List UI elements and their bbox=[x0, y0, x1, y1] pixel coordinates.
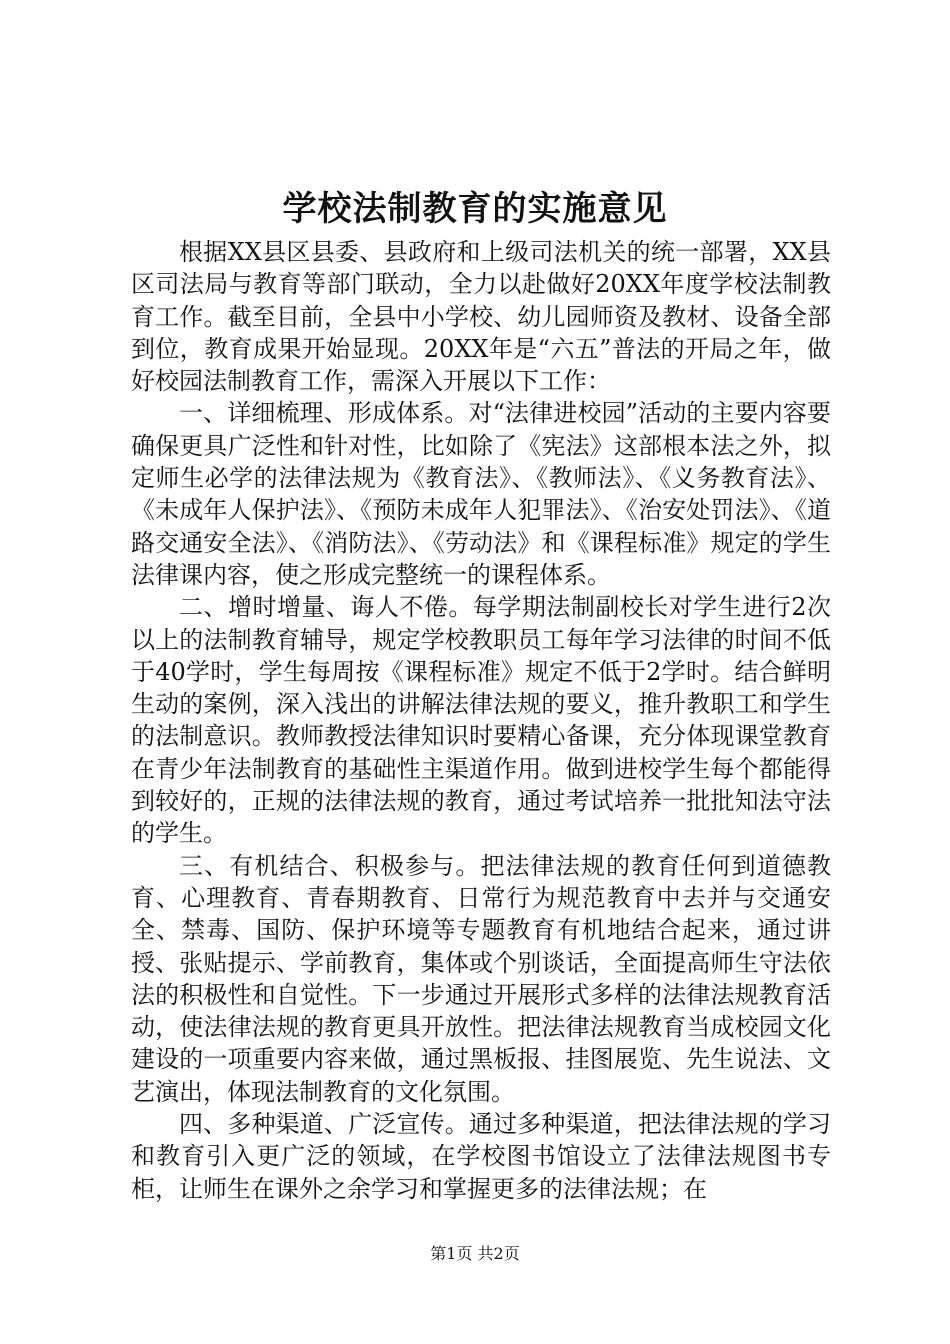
page-footer: 第1页 共2页 bbox=[430, 1244, 520, 1263]
paragraph-section-1: 一、详细梳理、形成体系。对“法律进校园”活动的主要内容要确保更具广泛性和针对性，比如除了《宪法》这部根本法之外，拟定师生必学的法律法规为《教育法》、《教师法》、《义务教育法》、《未成年人保护法》、《预防未成年人犯罪法》、《治安处罚法》、《道路交通安全法》、《消防法》、《劳动法》和《课程标准》规定的学生法律课内容，使之形成完整统一的课程体系。 bbox=[131, 399, 831, 589]
paragraph-section-2: 二、增时增量、诲人不倦。每学期法制副校长对学生进行2次以上的法制教育辅导，规定学校教职员工每年学习法律的时间不低于40学时，学生每周按《课程标准》规定不低于2学时。结合鲜明生动的案例，深入浅出的讲解法律法规的要义，推升教职工和学生的法制意识。教师教授法律知识时要精心备课，充分体现课堂教育在青少年法制教育的基础性主渠道作用。做到进校学生每个都能得到较好的，正规的法律法规的教育，通过考试培养一批批知法守法的学生。 bbox=[131, 593, 831, 848]
paragraph-section-4: 四、多种渠道、广泛宣传。通过多种渠道，把法律法规的学习和教育引入更广泛的领域，在学校图书馆设立了法律法规图书专柜，让师生在课外之余学习和掌握更多的法律法规；在 bbox=[131, 1110, 831, 1203]
document-title: 学校法制教育的实施意见 bbox=[282, 189, 668, 229]
paragraph-intro: 根据XX县区县委、县政府和上级司法机关的统一部署，XX县区司法局与教育等部门联动，全力以赴做好20XX年度学校法制教育工作。截至目前，全县中小学校、幼儿园师资及教材、设备全部到位，教育成果开始显现。20XX年是“六五”普法的开局之年，做好校园法制教育工作，需深入开展以下工作： bbox=[131, 238, 831, 396]
document-body bbox=[131, 236, 831, 1205]
paragraph-section-3: 三、有机结合、积极参与。把法律法规的教育任何到道德教育、心理教育、青春期教育、日常行为规范教育中去并与交通安全、禁毒、国防、保护环境等专题教育有机地结合起来，通过讲授、张贴提示、学前教育，集体或个别谈话，全面提高师生守法依法的积极性和自觉性。下一步通过开展形式多样的法律法规教育活动，使法律法规的教育更具开放性。把法律法规教育当成校园文化建设的一项重要内容来做，通过黑板报、挂图展览、先生说法、文艺演出，体现法制教育的文化氛围。 bbox=[131, 851, 831, 1106]
